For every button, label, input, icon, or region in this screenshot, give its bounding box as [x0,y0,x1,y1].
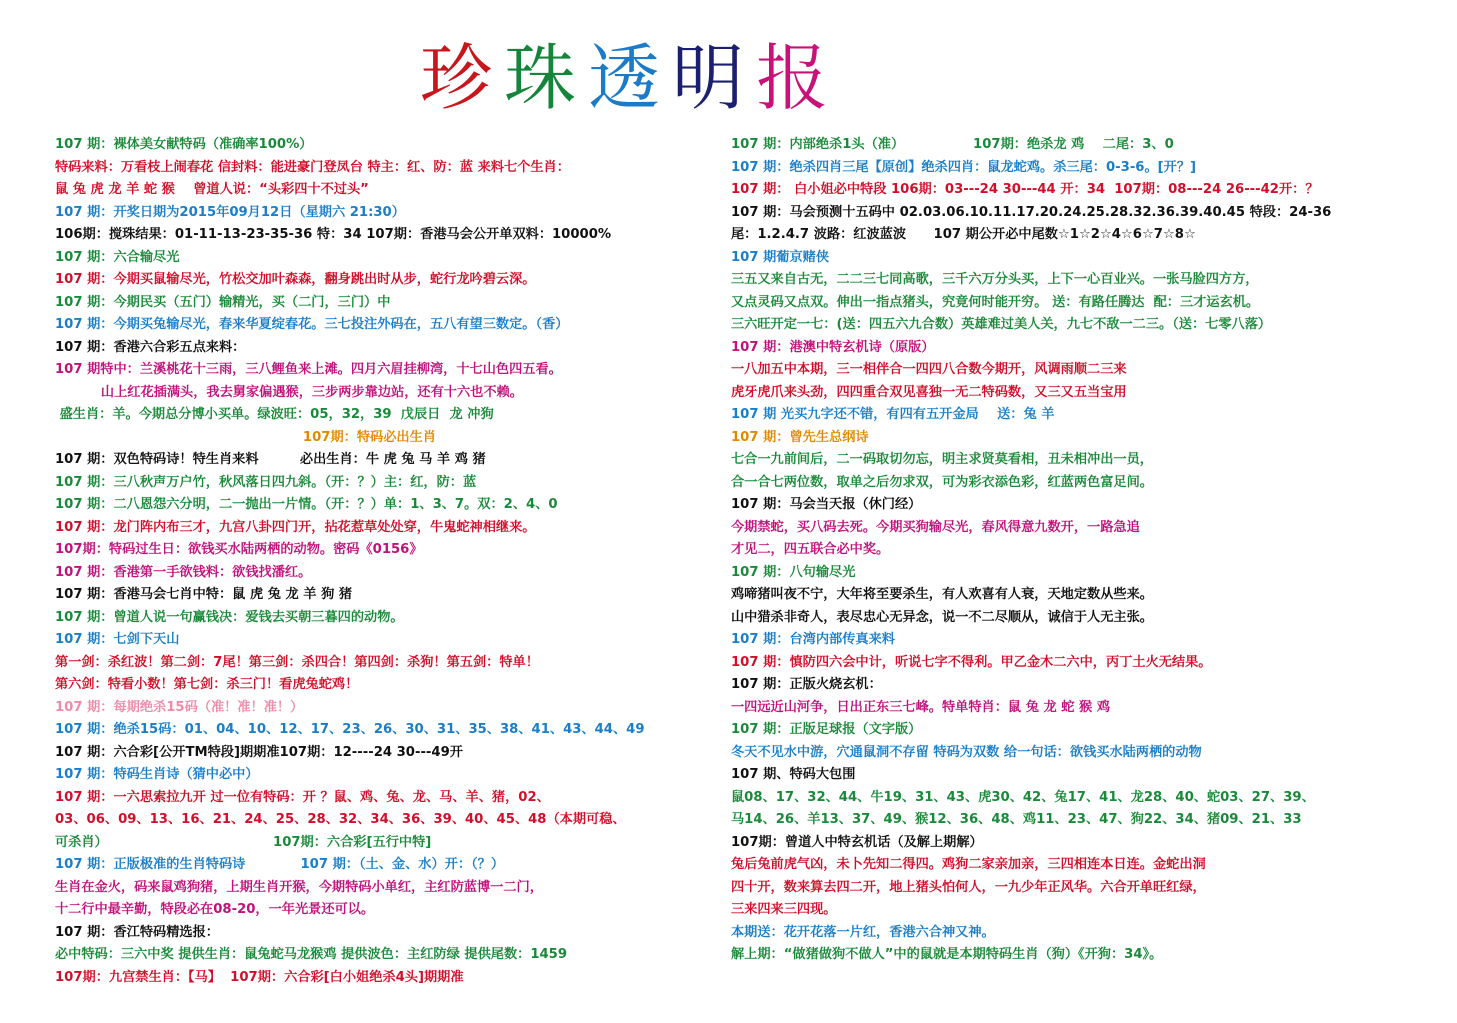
text-line: 107 期葡京赌侠 [731,249,830,265]
text-line: 可杀肖） 107期：六合彩[五行中特] [55,834,432,850]
text-line: 107 期：马会当天报（休门经） [731,497,922,512]
text-line: 107 期：正版极准的生肖特码诗 107 期：（土、金、水）开：（？） [55,857,505,872]
text-line: 107 期：八句输尽光 [731,564,856,580]
text-line: 三六旺开定一七：(送：四五六九合数）英雄难过美人关，九七不敌一二三。（送：七零八落） [731,317,1272,332]
text-line: 107 期：特码生肖诗（猜中必中） [55,767,259,782]
text-line: 生肖在金火，码来鼠鸡狗猪，上期生肖开猴，今期特码小单红，主红防蓝博一二门， [55,879,543,895]
title-char: 珍 [420,36,493,120]
text-line: 107 期：绝杀四肖三尾【原创】绝杀四肖：鼠龙蛇鸡。杀三尾：0-3-6。[开？] [731,159,1197,175]
title-char: 报 [756,36,829,120]
text-line: 107 期：香港六合彩五点来料： [55,339,246,355]
text-line: 又点灵码又点双。伸出一指点猪头，究竟何时能开穷。 送：有路任腾达 配：三才运玄机。 [731,294,1260,310]
text-line: 107 期：台湾内部传真来料 [731,632,895,647]
text-line: 合一合七两位数，取单之后勿求双，可为彩衣添色彩，红蓝两色富足间。 [731,474,1153,490]
text-line: 107 期：正版火烧玄机： [731,677,882,692]
title-char: 明 [672,36,745,120]
text-line: 107 期：三八秋声万户竹，秋风落日四九斜。（开：？）主：红，防：蓝 [55,474,477,490]
text-line: 四十开，数来算去四二开，地上猪头怕何人，一九少年正风华。六合开单旺红绿， [731,879,1206,895]
text-line: 鸡啼猪叫夜不宁，大年将至要杀生，有人欢喜有人衰，天地定数从些来。 [731,587,1153,602]
text-line: 才见二，四五联合必中奖。 [731,542,890,557]
text-line: 今期禁蛇，买八码去死。今期买狗输尽光，春风得意九数开，一路急追 [731,519,1140,535]
text-line: 107 期：香港第一手欲钱料：欲钱找潘红。 [55,564,312,580]
text-line: 107 期：香江特码精选报： [55,924,219,940]
text-line: 马14、26、羊13、37、49、猴12、36、48、鸡11、23、47、狗22、34、猪09、21、33 [731,812,1302,827]
text-line: 本期送：花开花落一片红，香港六合神又神。 [731,924,995,940]
text-line: 107 期：今期买兔输尽光，春来华夏绽春花。三七投注外码在，五八有望三数定。（香） [55,317,569,332]
text-line: 107 期：开奖日期为2015年09月12日（星期六 21:30） [55,204,405,220]
text-line: 107 期：绝杀15码：01、04、10、12、17、23、26、30、31、35、38、41、43、44、49 [55,722,645,737]
text-line: 107 期：慎防四六会中计，听说七字不得利。甲乙金木二六中，丙丁土火无结果。 [731,654,1212,670]
text-line: 107 期：每期绝杀15码（准！准！准！） [55,699,304,715]
left-column [55,134,715,989]
text-line: 必中特码：三六中奖 提供生肖：鼠兔蛇马龙猴鸡 提供波色：主红防绿 提供尾数：1459 [55,947,568,962]
text-line: 虎牙虎爪来头劲，四四重合双见喜独一无二特码数，又三又五当宝用 [731,384,1127,400]
text-line: 三五又来自古无，二二三七同高歌，三千六万分头买，上下一心百业兴。一张马脸四方方， [731,272,1259,287]
text-line: 解上期：“做猪做狗不做人”中的鼠就是本期特码生肖（狗）《开狗：34》。 [731,947,1163,962]
text-line: 03、06、09、13、16、21、24、25、28、32、34、36、39、40、45、48（本期可稳、 [55,812,626,827]
text-line: 107 期：马会预测十五码中 02.03.06.10.11.17.20.24.25.28.32.36.39.40.45 特段：24-36 [731,204,1332,220]
text-line: 盛生肖：羊。今期总分博小买单。绿波旺：05，32，39 戊辰日 龙 冲狗 [55,407,494,422]
text-line: 107期：特码必出生肖 [55,429,436,445]
text-line: 107 期：今期民买（五门）输精光，买（二门，三门）中 [55,294,391,310]
text-line: 107 期：曾道人说一句赢钱决：爱钱去买朝三暮四的动物。 [55,609,404,625]
title-char: 珠 [504,36,577,120]
right-column [731,134,1436,967]
text-line: 一四远近山河争，日出正东三七峰。特单特肖：鼠 兔 龙 蛇 猴 鸡 [731,699,1111,715]
text-line: 107 期特中：兰溪桃花十三雨，三八鲤鱼来上滩。四月六眉挂柳湾，十七山色四五看。 [55,362,562,377]
text-line: 特码来料：万看枝上闹春花 信封料：能进豪门登凤台 特主：红、防：蓝 来料七个生肖： [55,159,570,175]
page-title [420,28,900,128]
text-line: 第六剑：特看小数！第七剑：杀三门！看虎兔蛇鸡！ [55,677,359,692]
text-line: 三来四来三四现。 [731,902,837,917]
text-line: 107 期：裸体美女献特码（准确率100%） [55,137,313,152]
text-line: 鼠 兔 虎 龙 羊 蛇 猴 曾道人说：“头彩四十不过头” [55,182,369,197]
text-line: 十二行中最辛勤，特段必在08-20，一年光景还可以。 [55,902,375,917]
text-line: 107 期：港澳中特玄机诗（原版） [731,339,935,355]
text-line: 鼠08、17、32、44、牛19、31、43、虎30、42、兔17、41、龙28、40、蛇03、27、39、 [731,789,1315,805]
text-line: 106期：搅珠结果：01-11-13-23-35-36 特：34 107期：香港马会公开单双料：10000% [55,227,612,242]
text-line: 107期：九宫禁生肖：【马】 107期：六合彩[白小姐绝杀4头]期期准 [55,969,464,985]
text-line: 兔后兔前虎气凶，未卜先知二得四。鸡狗二家亲加亲，三四相连本日连。金蛇出洞 [731,857,1206,872]
text-line: 一八加五中本期，三一相伴合一四四八合数今期开，风调雨顺二三来 [731,362,1127,377]
text-line: 107 期：六合彩[公开TM特段]期期准107期：12----24 30---49开 [55,744,463,760]
text-line: 107 期：今期买鼠输尽光，竹松交加叶森森，翻身跳出时从步，蛇行龙吟碧云深。 [55,272,536,287]
text-line: 七合一九前间后，二一码取切勿忘，明主求贤莫看相，丑未相冲出一员， [731,452,1153,467]
text-line: 107 期、特码大包围 [731,767,856,782]
text-line: 山中猎杀非奇人，表尽忠心无异念，说一不二尽顺从，诚信于人无主张。 [731,609,1153,625]
text-line: 107 期：正版足球报（文字版） [731,722,922,737]
text-line: 107期：曾道人中特玄机话（及解上期解） [731,834,983,850]
text-line: 107 期：香港马会七肖中特：鼠 虎 兔 龙 羊 狗 猪 [55,587,353,602]
text-line: 107 期 光买九字还不错，有四有五开金局 送：兔 羊 [731,407,1055,422]
text-line: 第一剑：杀红波！第二剑：7尾！第三剑：杀四合！第四剑：杀狗！第五剑：特单！ [55,654,539,670]
text-line: 尾：1.2.4.7 波路：红波蓝波 107 期公开必中尾数☆1☆2☆4☆6☆7☆8☆ [731,227,1196,242]
text-line: 107 期：一六思索拉九开 过一位有特码：开 ？鼠、鸡、兔、龙、马、羊、猪，02、 [55,789,550,805]
text-line: 107 期：内部绝杀1头（准） 107期：绝杀龙 鸡 二尾：3、0 [731,137,1174,152]
text-line: 107 期：双色特码诗！特生肖来料 必出生肖：牛 虎 兔 马 羊 鸡 猪 [55,452,486,467]
text-line: 107 期：龙门阵内布三才，九宫八卦四门开，拈花惹草处处穿，牛鬼蛇神相继来。 [55,519,536,535]
text-line: 冬天不见水中游，穴通鼠洞不存留 特码为双数 给一句话：欲钱买水陆两栖的动物 [731,744,1202,760]
text-line: 107 期：七剑下天山 [55,632,180,647]
text-line: 107 期：六合输尽光 [55,249,180,265]
title-char: 透 [588,36,661,120]
text-line: 107期：特码过生日：欲钱买水陆两栖的动物。密码《0156》 [55,542,423,557]
text-line: 107 期：二八恩怨六分明，二一抛出一片情。（开：？）单：1、3、7。双：2、4、0 [55,497,558,512]
text-line: 107 期：曾先生总纲诗 [731,429,869,445]
text-line: 山上红花插满头，我去舅家偏遇猴，三步两步靠边站，还有十六也不赖。 [55,384,523,400]
text-line: 107 期： 白小姐必中特段 106期：03---24 30---44 开：34 107期：08---24 26---42开：？ [731,182,1319,197]
